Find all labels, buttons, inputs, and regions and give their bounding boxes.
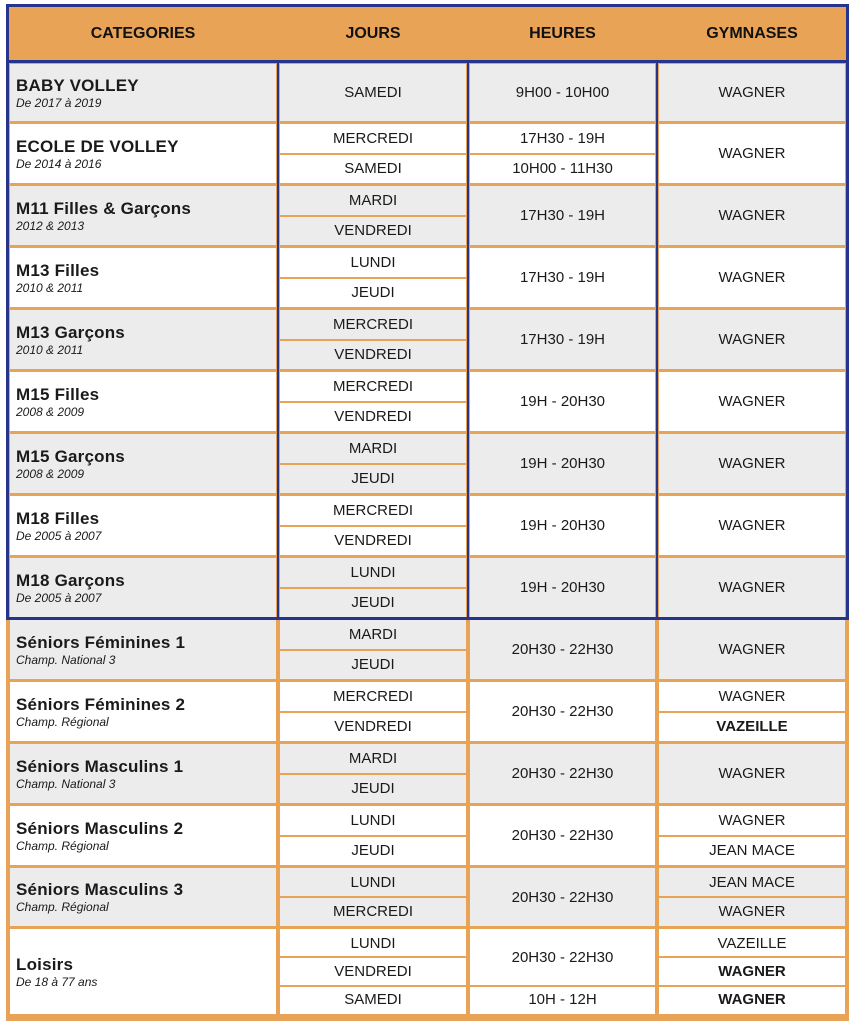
category-name: BABY VOLLEY	[16, 75, 139, 95]
category-name: Séniors Masculins 1	[16, 756, 184, 776]
sub-divider	[280, 773, 466, 775]
sub-divider	[280, 153, 466, 155]
gym-cell: WAGNER	[718, 812, 786, 830]
sub-divider	[470, 985, 655, 987]
time-cell: 19H - 20H30	[519, 455, 606, 472]
category-cell	[10, 124, 276, 183]
gym-cell: WAGNER	[718, 393, 786, 410]
day-cell: JEUDI	[351, 469, 395, 487]
day-cell: LUNDI	[350, 254, 396, 272]
time-cell: 10H00 - 11H30	[512, 159, 613, 177]
category-name: M15 Garçons	[16, 446, 125, 466]
outer-border-left	[6, 4, 10, 1021]
gym-cell: VAZEILLE	[716, 717, 788, 735]
sub-divider	[280, 835, 466, 837]
outer-border-top	[6, 4, 849, 8]
category-name: M18 Filles	[16, 508, 100, 528]
category-subtitle: 2008 & 2009	[16, 466, 85, 481]
time-cell: 20H30 - 22H30	[511, 703, 614, 720]
category-subtitle: Champ. Régional	[16, 900, 109, 914]
sub-divider	[280, 587, 466, 589]
category-subtitle: Champ. Régional	[16, 838, 109, 853]
category-subtitle: De 2014 à 2016	[16, 156, 102, 171]
day-cell: VENDREDI	[334, 345, 412, 363]
day-cell: JEUDI	[351, 283, 395, 301]
day-cell: LUNDI	[350, 812, 396, 830]
sub-divider	[280, 277, 466, 279]
time-cell: 20H30 - 22H30	[511, 948, 614, 966]
day-cell: MERCREDI	[332, 378, 413, 396]
day-cell: JEUDI	[351, 655, 395, 673]
day-cell: JEUDI	[351, 593, 395, 611]
sub-divider	[659, 985, 845, 987]
day-cell: SAMEDI	[344, 84, 402, 101]
sub-divider	[280, 985, 466, 987]
time-cell: 17H30 - 19H	[519, 130, 606, 148]
gym-cell: JEAN MACE	[709, 874, 795, 891]
category-cell	[10, 248, 276, 307]
category-cell	[10, 558, 276, 617]
category-cell	[10, 744, 276, 803]
category-subtitle: De 2017 à 2019	[16, 95, 102, 110]
time-cell: 17H30 - 19H	[519, 207, 606, 224]
gym-cell: WAGNER	[718, 84, 786, 101]
sub-divider	[280, 215, 466, 217]
youth-header-separator	[6, 60, 849, 63]
category-name: Séniors Féminines 2	[16, 694, 186, 714]
gym-cell: WAGNER	[718, 579, 786, 596]
category-name: Séniors Féminines 1	[16, 632, 186, 652]
category-name: Séniors Masculins 3	[16, 880, 184, 899]
gym-cell: WAGNER	[718, 517, 786, 534]
day-cell: VENDREDI	[334, 717, 412, 735]
time-cell: 20H30 - 22H30	[511, 827, 614, 844]
category-subtitle: De 2005 à 2007	[16, 590, 102, 605]
gym-cell: WAGNER	[718, 207, 786, 224]
sub-divider	[280, 711, 466, 713]
sub-divider	[280, 649, 466, 651]
category-subtitle: Champ. National 3	[16, 652, 116, 667]
day-cell: MARDI	[348, 440, 398, 458]
header-jours: JOURS	[280, 8, 466, 60]
outer-border-right	[845, 4, 849, 1021]
day-cell: MERCREDI	[332, 688, 413, 706]
day-cell: MERCREDI	[332, 903, 413, 920]
day-cell: VENDREDI	[334, 407, 412, 425]
day-cell: MERCREDI	[332, 316, 413, 334]
day-cell: VENDREDI	[334, 221, 412, 239]
day-cell: MERCREDI	[332, 502, 413, 520]
day-cell: MARDI	[348, 192, 398, 210]
category-name: Loisirs	[16, 954, 74, 974]
sub-divider	[280, 463, 466, 465]
category-subtitle: De 2005 à 2007	[16, 528, 102, 543]
category-name: M11 Filles & Garçons	[16, 198, 192, 218]
category-subtitle: Champ. National 3	[16, 776, 116, 791]
youth-column-separator	[656, 60, 658, 617]
gym-cell: WAGNER	[718, 991, 786, 1009]
category-subtitle: 2008 & 2009	[16, 404, 85, 419]
time-cell: 17H30 - 19H	[519, 331, 606, 348]
time-cell: 9H00 - 10H00	[515, 84, 610, 101]
category-subtitle: Champ. Régional	[16, 714, 109, 729]
gym-cell: WAGNER	[718, 641, 786, 658]
category-name: M13 Filles	[16, 260, 100, 280]
gym-cell: WAGNER	[718, 455, 786, 472]
gym-cell: WAGNER	[718, 688, 786, 706]
day-cell: MARDI	[348, 626, 398, 644]
time-cell: 19H - 20H30	[519, 393, 606, 410]
gym-cell: WAGNER	[718, 962, 786, 980]
category-cell	[10, 64, 276, 121]
time-cell: 10H - 12H	[528, 991, 597, 1009]
gym-cell: WAGNER	[718, 269, 786, 286]
category-cell	[10, 372, 276, 431]
category-cell	[10, 620, 276, 679]
category-subtitle: 2010 & 2011	[16, 280, 84, 295]
gym-cell: VAZEILLE	[717, 934, 787, 952]
category-cell	[10, 496, 276, 555]
gym-cell: WAGNER	[718, 331, 786, 348]
day-cell: SAMEDI	[344, 991, 402, 1009]
category-cell	[10, 868, 276, 926]
category-subtitle: De 18 à 77 ans	[16, 974, 98, 989]
time-cell: 17H30 - 19H	[519, 269, 606, 286]
time-cell: 20H30 - 22H30	[511, 641, 614, 658]
sub-divider	[280, 401, 466, 403]
sub-divider	[280, 896, 466, 898]
sub-divider	[659, 896, 845, 898]
sub-divider	[659, 711, 845, 713]
category-subtitle: 2010 & 2011	[16, 342, 84, 357]
category-name: M18 Garçons	[16, 570, 125, 590]
category-cell	[10, 186, 276, 245]
header-categories: CATEGORIES	[10, 8, 276, 60]
day-cell: MERCREDI	[332, 130, 413, 148]
day-cell: LUNDI	[350, 564, 396, 582]
category-name: M13 Garçons	[16, 322, 125, 342]
day-cell: VENDREDI	[334, 962, 412, 980]
category-cell	[10, 434, 276, 493]
gym-cell: JEAN MACE	[709, 841, 795, 859]
category-subtitle: 2012 & 2013	[16, 218, 85, 233]
sub-divider	[470, 153, 655, 155]
youth-column-separator	[277, 60, 279, 617]
category-name: M15 Filles	[16, 384, 100, 404]
category-cell	[10, 929, 276, 1014]
header-heures: HEURES	[470, 8, 655, 60]
gym-cell: WAGNER	[718, 765, 786, 782]
outer-border-bottom	[6, 1017, 849, 1021]
gym-cell: WAGNER	[718, 903, 786, 920]
day-cell: LUNDI	[350, 934, 396, 952]
day-cell: LUNDI	[350, 874, 396, 891]
category-name: ECOLE DE VOLLEY	[16, 136, 179, 156]
day-cell: MARDI	[348, 750, 398, 768]
youth-column-separator	[467, 60, 469, 617]
category-cell	[10, 310, 276, 369]
day-cell: JEUDI	[351, 779, 395, 797]
sub-divider	[280, 956, 466, 958]
gym-cell: WAGNER	[718, 145, 786, 162]
time-cell: 20H30 - 22H30	[511, 888, 614, 906]
category-name: Séniors Masculins 2	[16, 818, 184, 838]
time-cell: 19H - 20H30	[519, 517, 606, 534]
header-gymnases: GYMNASES	[659, 8, 845, 60]
day-cell: JEUDI	[351, 841, 395, 859]
time-cell: 20H30 - 22H30	[511, 765, 614, 782]
sub-divider	[659, 835, 845, 837]
day-cell: VENDREDI	[334, 531, 412, 549]
category-cell	[10, 682, 276, 741]
time-cell: 19H - 20H30	[519, 579, 606, 596]
category-cell	[10, 806, 276, 865]
day-cell: SAMEDI	[344, 159, 402, 177]
sub-divider	[280, 339, 466, 341]
sub-divider	[659, 956, 845, 958]
sub-divider	[280, 525, 466, 527]
